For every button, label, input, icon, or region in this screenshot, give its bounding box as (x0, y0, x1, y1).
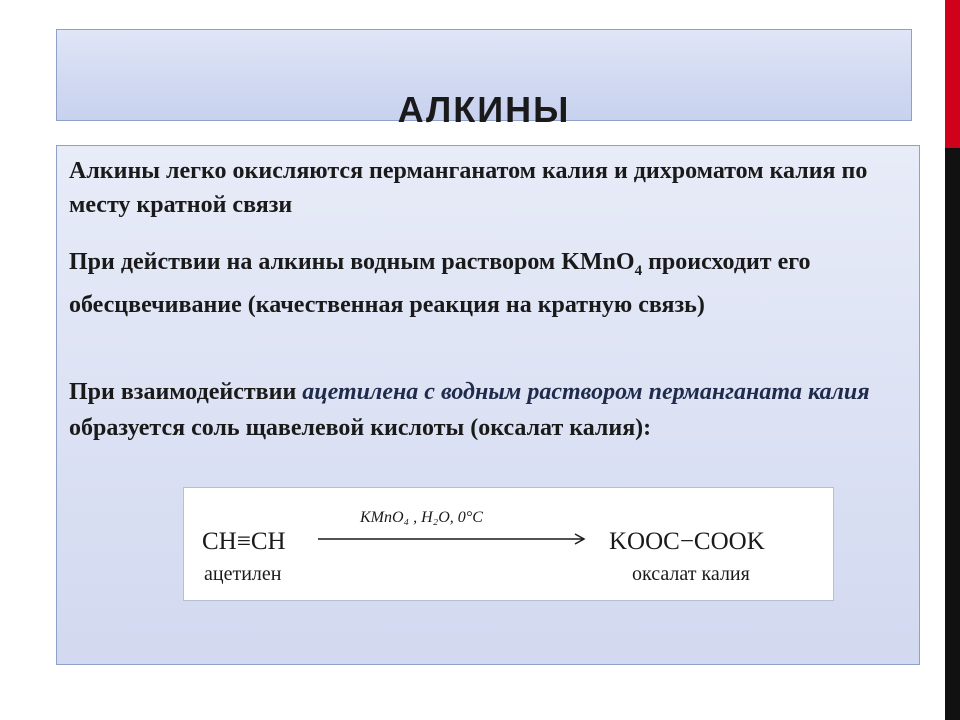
paragraph-oxidation: Алкины легко окисляются перманганатом калия и дихроматом калия по месту кратной связи (69, 158, 868, 218)
paragraph-decolorization-start: При действии на алкины водным раствором KMnO (69, 249, 635, 275)
slide-title: АЛКИНЫ (397, 89, 571, 130)
paragraph-decolorization-end: происходит его обесцвечивание (качественная реакция на кратную связь) (69, 249, 811, 318)
paragraph-acetylene-italic: ацетилена с водным раствором перманганата калия (302, 379, 870, 405)
reaction-conditions: KMnO₄ , H₂O, 0°C (360, 509, 483, 526)
paragraph-decolorization (69, 242, 905, 325)
product-formula: KOOC−COOK (609, 528, 765, 555)
title-box (56, 29, 912, 130)
paragraph-acetylene (69, 374, 905, 446)
kmno4-subscript: 4 (634, 263, 643, 279)
reaction-equation (183, 487, 834, 601)
reactant-name: ацетилен (204, 563, 282, 585)
red-accent-bar (945, 0, 960, 148)
reaction-arrow-icon (318, 532, 588, 546)
product-name: оксалат калия (632, 563, 750, 585)
reactant-formula: CH≡CH (202, 528, 286, 555)
paragraph-acetylene-tail: образуется соль щавелевой кислоты (оксалат калия): (69, 415, 652, 441)
paragraph-acetylene-lead: При взаимодействии (69, 379, 303, 405)
